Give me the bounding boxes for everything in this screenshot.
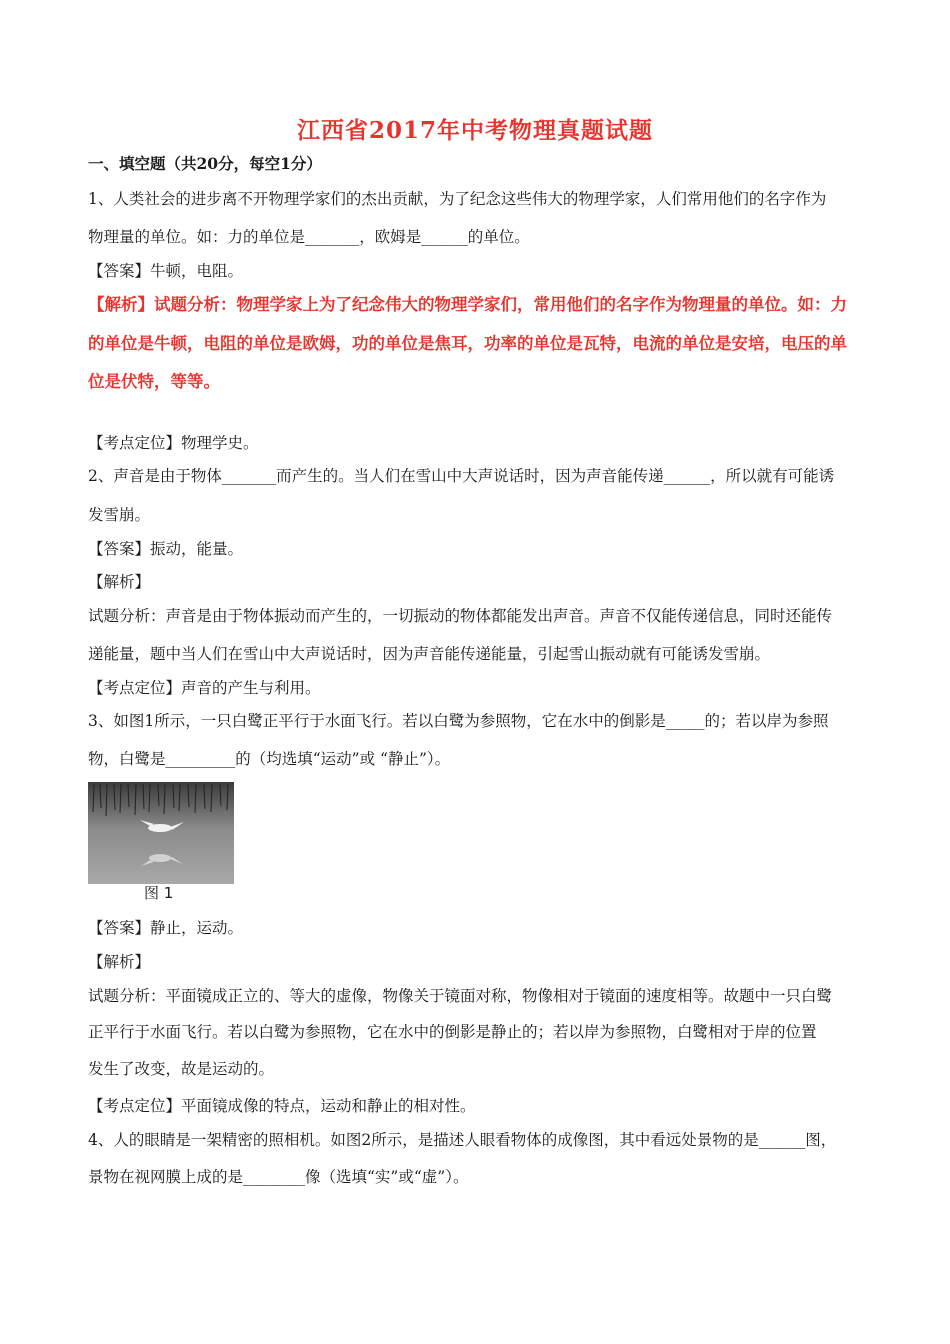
question-3-analysis-line-3: 发生了改变，故是运动的。 xyxy=(88,1060,275,1078)
question-2-analysis-line-1: 试题分析：声音是由于物体振动而产生的，一切振动的物体都能发出声音。声音不仅能传递信息，同时还能传 xyxy=(88,607,833,625)
question-1-analysis-line-1: 【解析】试题分析：物理学家上为了纪念伟大的物理学家们，常用他们的名字作为物理量的单位。如：力 xyxy=(88,295,847,314)
question-3-line-2: 物，白鹭是_________的（均选填“运动”或 “静止”）。 xyxy=(88,750,451,768)
section-heading: 一、填空题（共20分，每空1分） xyxy=(88,154,322,173)
question-2-analysis-label: 【解析】 xyxy=(88,573,151,591)
question-1-line-2: 物理量的单位。如：力的单位是_______，欧姆是______的单位。 xyxy=(88,228,530,246)
question-1-analysis-line-2: 的单位是牛顿，电阻的单位是欧姆，功的单位是焦耳，功率的单位是瓦特，电流的单位是安培，电压的单 xyxy=(88,334,847,353)
question-2-key-point: 【考点定位】声音的产生与利用。 xyxy=(88,679,321,697)
figure-1-caption: 图 1 xyxy=(144,884,174,902)
figure-egret-photo xyxy=(88,782,234,902)
question-3-line-1: 3、如图1所示，一只白鹭正平行于水面飞行。若以白鹭为参照物，它在水中的倒影是_____的；若以岸为参照 xyxy=(88,712,829,730)
question-4-line-2: 景物在视网膜上成的是________像（选填“实”或“虚”）。 xyxy=(88,1168,469,1186)
document-title: 江西省2017年中考物理真题试题 xyxy=(296,117,653,144)
question-3-analysis-line-1: 试题分析：平面镜成正立的、等大的虚像，物像关于镜面对称，物像相对于镜面的速度相等。故题中一只白鹭 xyxy=(88,987,833,1005)
question-1-answer: 【答案】牛顿，电阻。 xyxy=(88,262,244,280)
question-2-answer: 【答案】振动，能量。 xyxy=(88,540,244,558)
question-4-line-1: 4、人的眼睛是一架精密的照相机。如图2所示，是描述人眼看物体的成像图，其中看远处景物的是______图， xyxy=(88,1131,837,1149)
question-1-analysis-line-3: 位是伏特，等等。 xyxy=(88,372,220,391)
question-3-key-point: 【考点定位】平面镜成像的特点，运动和静止的相对性。 xyxy=(88,1097,476,1115)
question-1-key-point: 【考点定位】物理学史。 xyxy=(88,434,259,452)
question-2-analysis-line-2: 递能量，题中当人们在雪山中大声说话时，因为声音能传递能量，引起雪山振动就有可能诱发雪崩。 xyxy=(88,645,771,663)
question-3-analysis-label: 【解析】 xyxy=(88,953,151,971)
question-2-line-2: 发雪崩。 xyxy=(88,506,151,524)
question-1-line-1: 1、人类社会的进步离不开物理学家们的杰出贡献，为了纪念这些伟大的物理学家，人们常用他们的名字作为 xyxy=(88,190,827,208)
question-3-answer: 【答案】静止，运动。 xyxy=(88,919,244,937)
question-2-line-1: 2、声音是由于物体_______而产生的。当人们在雪山中大声说话时，因为声音能传递______，所以就有可能诱 xyxy=(88,467,835,485)
question-3-analysis-line-2: 正平行于水面飞行。若以白鹭为参照物，它在水中的倒影是静止的；若以岸为参照物，白鹭相对于岸的位置 xyxy=(88,1023,817,1041)
